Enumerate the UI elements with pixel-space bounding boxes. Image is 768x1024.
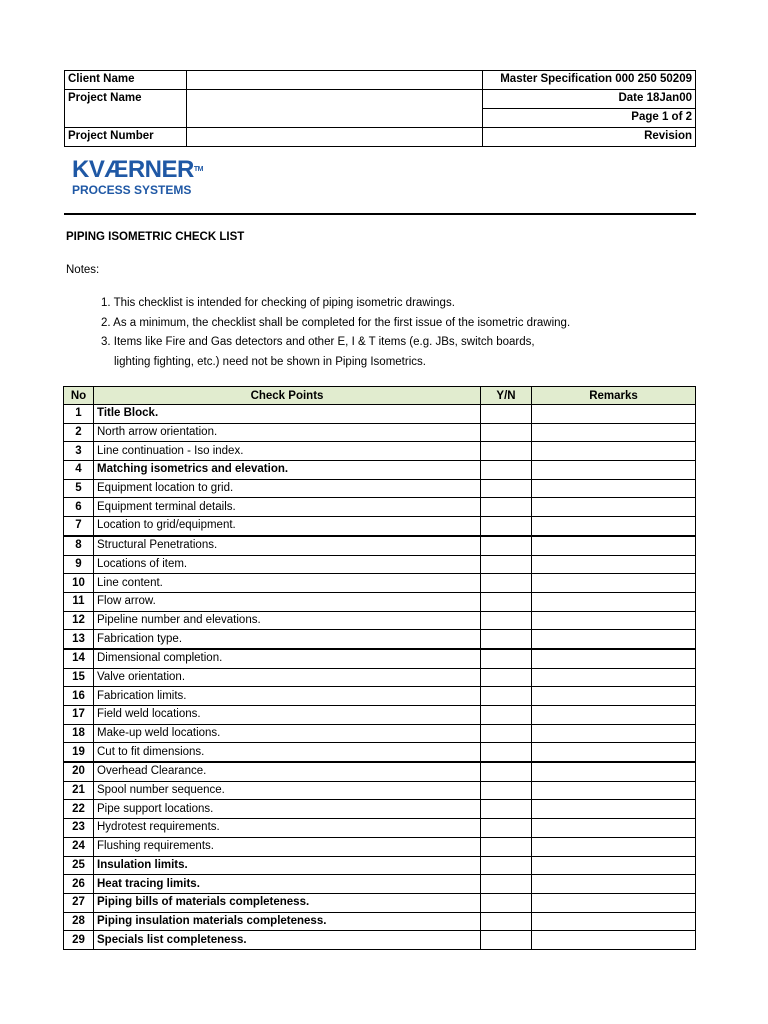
yn-cell[interactable] — [481, 875, 532, 894]
row-number: 5 — [64, 479, 94, 498]
remarks-cell[interactable] — [532, 405, 696, 424]
check-point: Flow arrow. — [94, 592, 481, 611]
check-point: Dimensional completion. — [94, 649, 481, 668]
note-item: 3. Items like Fire and Gas detectors and other E, I & T items (e.g. JBs, switch boards, — [101, 336, 535, 348]
remarks-cell[interactable] — [532, 931, 696, 950]
document-header-table — [64, 70, 696, 147]
table-row — [64, 611, 696, 630]
row-number: 23 — [64, 819, 94, 838]
client-name-label: Client Name — [65, 71, 187, 90]
project-number-label: Project Number — [65, 128, 187, 147]
remarks-cell[interactable] — [532, 800, 696, 819]
row-number: 26 — [64, 875, 94, 894]
notes-list — [101, 294, 570, 372]
remarks-cell[interactable] — [532, 517, 696, 536]
check-point: Equipment terminal details. — [94, 498, 481, 517]
check-point: Piping insulation materials completeness. — [94, 912, 481, 931]
table-row — [64, 668, 696, 687]
note-item: lighting fighting, etc.) need not be shown in Piping Isometrics. — [114, 355, 426, 368]
logo-subtitle: PROCESS SYSTEMS — [72, 183, 192, 197]
table-row — [64, 442, 696, 461]
check-point: Piping bills of materials completeness. — [94, 893, 481, 912]
check-point: Spool number sequence. — [94, 781, 481, 800]
remarks-cell[interactable] — [532, 743, 696, 762]
row-number: 19 — [64, 743, 94, 762]
column-header-yn: Y/N — [481, 387, 532, 405]
check-point: Cut to fit dimensions. — [94, 743, 481, 762]
yn-cell[interactable] — [481, 611, 532, 630]
yn-cell[interactable] — [481, 893, 532, 912]
yn-cell[interactable] — [481, 762, 532, 781]
column-header-remarks: Remarks — [532, 387, 696, 405]
remarks-cell[interactable] — [532, 479, 696, 498]
yn-cell[interactable] — [481, 931, 532, 950]
row-number: 20 — [64, 762, 94, 781]
row-number: 8 — [64, 536, 94, 555]
yn-cell[interactable] — [481, 574, 532, 593]
row-number: 21 — [64, 781, 94, 800]
yn-cell[interactable] — [481, 856, 532, 875]
remarks-cell[interactable] — [532, 724, 696, 743]
table-row — [64, 517, 696, 536]
check-point: Title Block. — [94, 405, 481, 424]
check-point: Insulation limits. — [94, 856, 481, 875]
remarks-cell[interactable] — [532, 781, 696, 800]
row-number: 6 — [64, 498, 94, 517]
row-number: 17 — [64, 706, 94, 725]
yn-cell[interactable] — [481, 912, 532, 931]
column-header-check-points: Check Points — [94, 387, 481, 405]
check-point: Overhead Clearance. — [94, 762, 481, 781]
remarks-cell[interactable] — [532, 442, 696, 461]
table-row — [64, 592, 696, 611]
check-point: North arrow orientation. — [94, 423, 481, 442]
yn-cell[interactable] — [481, 517, 532, 536]
row-number: 7 — [64, 517, 94, 536]
table-row — [64, 574, 696, 593]
table-row — [64, 837, 696, 856]
table-row — [64, 781, 696, 800]
remarks-cell[interactable] — [532, 592, 696, 611]
yn-cell[interactable] — [481, 479, 532, 498]
page-number: Page 1 of 2 — [483, 109, 696, 128]
table-row — [64, 706, 696, 725]
client-name-value — [187, 71, 483, 90]
row-number: 11 — [64, 592, 94, 611]
yn-cell[interactable] — [481, 800, 532, 819]
table-row — [64, 687, 696, 706]
table-row — [64, 856, 696, 875]
remarks-cell[interactable] — [532, 649, 696, 668]
check-point: Locations of item. — [94, 555, 481, 574]
row-number: 12 — [64, 611, 94, 630]
row-number: 29 — [64, 931, 94, 950]
checklist-body — [64, 405, 696, 950]
remarks-cell[interactable] — [532, 819, 696, 838]
notes-label: Notes: — [66, 264, 100, 276]
check-point: Location to grid/equipment. — [94, 517, 481, 536]
table-row — [64, 405, 696, 424]
project-number-value — [187, 128, 483, 147]
row-number: 22 — [64, 800, 94, 819]
row-number: 15 — [64, 668, 94, 687]
check-point: Make-up weld locations. — [94, 724, 481, 743]
yn-cell[interactable] — [481, 687, 532, 706]
remarks-cell[interactable] — [532, 912, 696, 931]
remarks-cell[interactable] — [532, 856, 696, 875]
row-number: 3 — [64, 442, 94, 461]
table-row — [64, 498, 696, 517]
row-number: 24 — [64, 837, 94, 856]
check-point: Pipe support locations. — [94, 800, 481, 819]
master-spec: Master Specification 000 250 50209 — [483, 71, 696, 90]
header-divider — [64, 213, 696, 215]
table-row — [64, 649, 696, 668]
table-row — [64, 931, 696, 950]
table-row — [64, 875, 696, 894]
yn-cell[interactable] — [481, 630, 532, 649]
yn-cell[interactable] — [481, 743, 532, 762]
check-point: Fabrication limits. — [94, 687, 481, 706]
remarks-cell[interactable] — [532, 893, 696, 912]
note-item: 2. As a minimum, the checklist shall be completed for the first issue of the isometric drawing. — [101, 316, 571, 329]
yn-cell[interactable] — [481, 781, 532, 800]
yn-cell[interactable] — [481, 837, 532, 856]
yn-cell[interactable] — [481, 461, 532, 480]
check-point: Line continuation - Iso index. — [94, 442, 481, 461]
yn-cell[interactable] — [481, 819, 532, 838]
remarks-cell[interactable] — [532, 630, 696, 649]
row-number: 13 — [64, 630, 94, 649]
remarks-cell[interactable] — [532, 668, 696, 687]
remarks-cell[interactable] — [532, 574, 696, 593]
check-point: Pipeline number and elevations. — [94, 611, 481, 630]
row-number: 28 — [64, 912, 94, 931]
table-row — [64, 536, 696, 555]
yn-cell[interactable] — [481, 724, 532, 743]
row-number: 18 — [64, 724, 94, 743]
table-row — [64, 762, 696, 781]
yn-cell[interactable] — [481, 649, 532, 668]
yn-cell[interactable] — [481, 706, 532, 725]
remarks-cell[interactable] — [532, 423, 696, 442]
row-number: 1 — [64, 405, 94, 424]
yn-cell[interactable] — [481, 536, 532, 555]
check-point: Structural Penetrations. — [94, 536, 481, 555]
check-point: Field weld locations. — [94, 706, 481, 725]
check-point: Specials list completeness. — [94, 931, 481, 950]
remarks-cell[interactable] — [532, 875, 696, 894]
remarks-cell[interactable] — [532, 762, 696, 781]
revision-field: Revision — [483, 128, 696, 147]
check-point: Heat tracing limits. — [94, 875, 481, 894]
date-field: Date 18Jan00 — [483, 90, 696, 109]
checklist-table — [63, 386, 696, 950]
remarks-cell[interactable] — [532, 498, 696, 517]
remarks-cell[interactable] — [532, 555, 696, 574]
logo-brand: KVÆRNER — [72, 156, 194, 183]
check-point: Fabrication type. — [94, 630, 481, 649]
check-point: Matching isometrics and elevation. — [94, 461, 481, 480]
row-number: 4 — [64, 461, 94, 480]
yn-cell[interactable] — [481, 555, 532, 574]
check-point: Flushing requirements. — [94, 837, 481, 856]
yn-cell[interactable] — [481, 668, 532, 687]
check-point: Line content. — [94, 574, 481, 593]
project-name-label: Project Name — [65, 90, 187, 128]
table-row — [64, 423, 696, 442]
table-row — [64, 555, 696, 574]
check-point: Hydrotest requirements. — [94, 819, 481, 838]
company-logo — [72, 158, 203, 197]
remarks-cell[interactable] — [532, 687, 696, 706]
remarks-cell[interactable] — [532, 706, 696, 725]
column-header-no: No — [64, 387, 94, 405]
table-row — [64, 724, 696, 743]
remarks-cell[interactable] — [532, 837, 696, 856]
row-number: 16 — [64, 687, 94, 706]
yn-cell[interactable] — [481, 498, 532, 517]
remarks-cell[interactable] — [532, 461, 696, 480]
document-title: PIPING ISOMETRIC CHECK LIST — [66, 231, 245, 243]
row-number: 10 — [64, 574, 94, 593]
row-number: 27 — [64, 893, 94, 912]
yn-cell[interactable] — [481, 423, 532, 442]
check-point: Valve orientation. — [94, 668, 481, 687]
row-number: 9 — [64, 555, 94, 574]
remarks-cell[interactable] — [532, 536, 696, 555]
yn-cell[interactable] — [481, 442, 532, 461]
project-name-value — [187, 90, 483, 128]
table-row — [64, 800, 696, 819]
row-number: 25 — [64, 856, 94, 875]
table-row — [64, 461, 696, 480]
table-row — [64, 912, 696, 931]
table-row — [64, 819, 696, 838]
table-row — [64, 479, 696, 498]
yn-cell[interactable] — [481, 405, 532, 424]
check-point: Equipment location to grid. — [94, 479, 481, 498]
row-number: 14 — [64, 649, 94, 668]
table-row — [64, 893, 696, 912]
remarks-cell[interactable] — [532, 611, 696, 630]
row-number: 2 — [64, 423, 94, 442]
table-row — [64, 743, 696, 762]
note-item: 1. This checklist is intended for checking of piping isometric drawings. — [101, 297, 455, 309]
table-row — [64, 630, 696, 649]
logo-tm: TM — [193, 166, 203, 173]
yn-cell[interactable] — [481, 592, 532, 611]
